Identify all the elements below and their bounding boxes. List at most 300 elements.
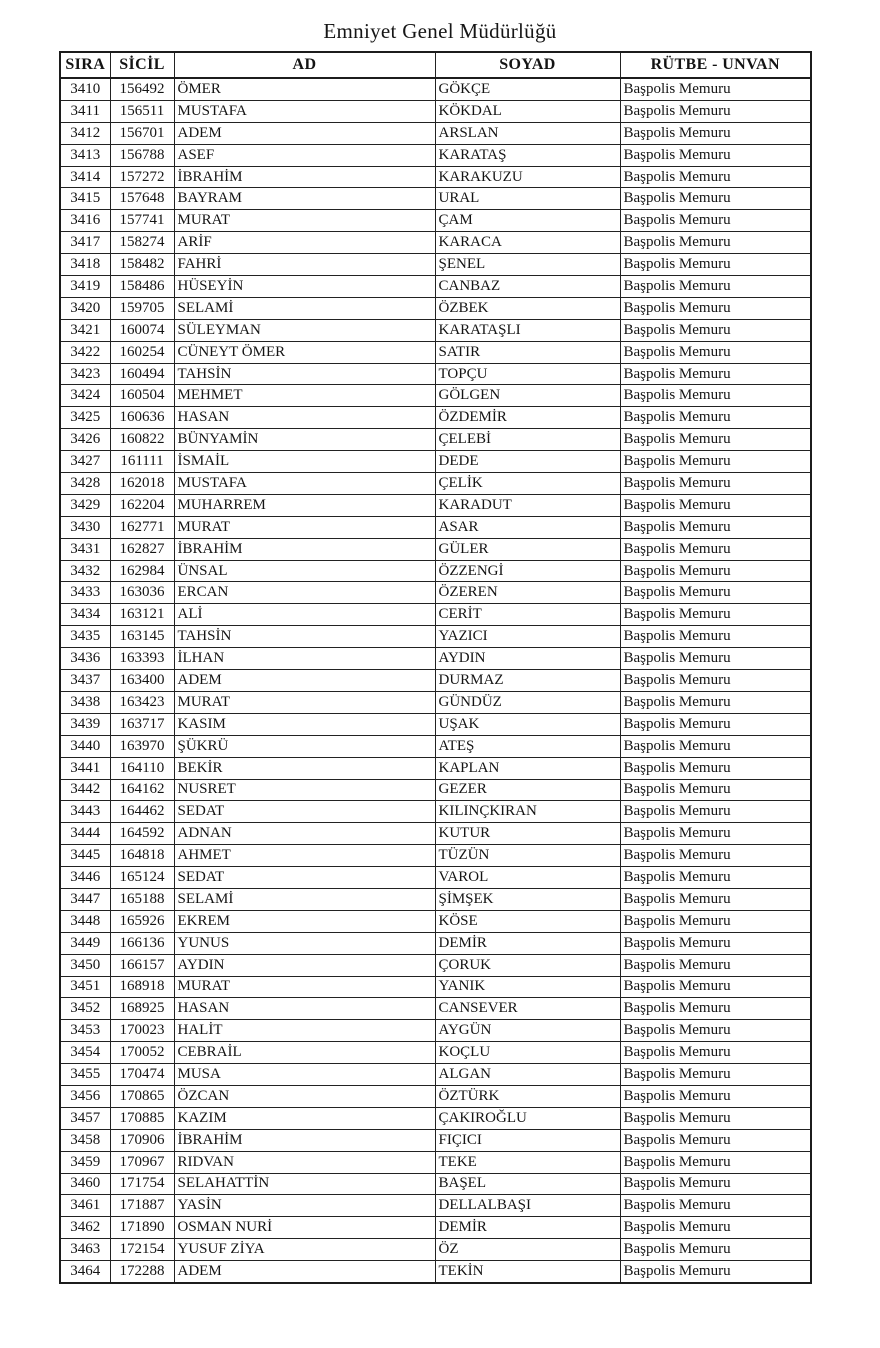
sicil-cell: 165926 <box>110 910 174 932</box>
ad-cell: BÜNYAMİN <box>174 429 435 451</box>
sicil-cell: 156511 <box>110 100 174 122</box>
ad-cell: ÖMER <box>174 78 435 100</box>
rutbe-unvan-cell: Başpolis Memuru <box>620 582 811 604</box>
table-row <box>60 297 811 319</box>
soyad-cell: DURMAZ <box>435 670 620 692</box>
sicil-cell: 170885 <box>110 1107 174 1129</box>
sicil-cell: 165124 <box>110 867 174 889</box>
sira-cell: 3412 <box>60 122 110 144</box>
soyad-cell: ÖZDEMİR <box>435 407 620 429</box>
rutbe-unvan-cell: Başpolis Memuru <box>620 932 811 954</box>
sicil-cell: 163400 <box>110 670 174 692</box>
table-row <box>60 1173 811 1195</box>
rutbe-unvan-cell: Başpolis Memuru <box>620 385 811 407</box>
soyad-cell: ÇELEBİ <box>435 429 620 451</box>
personnel-table <box>59 51 812 1284</box>
rutbe-unvan-cell: Başpolis Memuru <box>620 78 811 100</box>
table-row <box>60 188 811 210</box>
table-row <box>60 363 811 385</box>
sicil-cell: 171754 <box>110 1173 174 1195</box>
sira-cell: 3443 <box>60 801 110 823</box>
sicil-cell: 160074 <box>110 319 174 341</box>
rutbe-unvan-cell: Başpolis Memuru <box>620 319 811 341</box>
rutbe-unvan-cell: Başpolis Memuru <box>620 648 811 670</box>
sira-cell: 3458 <box>60 1129 110 1151</box>
soyad-cell: KUTUR <box>435 823 620 845</box>
sicil-cell: 172288 <box>110 1261 174 1283</box>
sicil-cell: 162984 <box>110 560 174 582</box>
sicil-cell: 171890 <box>110 1217 174 1239</box>
rutbe-unvan-cell: Başpolis Memuru <box>620 166 811 188</box>
rutbe-unvan-cell: Başpolis Memuru <box>620 516 811 538</box>
sicil-cell: 170906 <box>110 1129 174 1151</box>
table-row <box>60 648 811 670</box>
table-row <box>60 1107 811 1129</box>
sicil-cell: 160254 <box>110 341 174 363</box>
ad-cell: NUSRET <box>174 779 435 801</box>
sicil-cell: 163393 <box>110 648 174 670</box>
sicil-cell: 160822 <box>110 429 174 451</box>
ad-cell: MUHARREM <box>174 494 435 516</box>
sira-cell: 3455 <box>60 1064 110 1086</box>
sicil-cell: 170023 <box>110 1020 174 1042</box>
sira-cell: 3444 <box>60 823 110 845</box>
sicil-cell: 163036 <box>110 582 174 604</box>
sicil-cell: 172154 <box>110 1239 174 1261</box>
ad-cell: İBRAHİM <box>174 1129 435 1151</box>
header-soyad: SOYAD <box>435 52 620 78</box>
rutbe-unvan-cell: Başpolis Memuru <box>620 560 811 582</box>
rutbe-unvan-cell: Başpolis Memuru <box>620 1151 811 1173</box>
rutbe-unvan-cell: Başpolis Memuru <box>620 1217 811 1239</box>
header-rutbe-unvan: RÜTBE - UNVAN <box>620 52 811 78</box>
rutbe-unvan-cell: Başpolis Memuru <box>620 1085 811 1107</box>
ad-cell: MURAT <box>174 210 435 232</box>
rutbe-unvan-cell: Başpolis Memuru <box>620 954 811 976</box>
soyad-cell: DEMİR <box>435 1217 620 1239</box>
table-row <box>60 735 811 757</box>
rutbe-unvan-cell: Başpolis Memuru <box>620 100 811 122</box>
table-row <box>60 691 811 713</box>
rutbe-unvan-cell: Başpolis Memuru <box>620 188 811 210</box>
ad-cell: AHMET <box>174 845 435 867</box>
sicil-cell: 157741 <box>110 210 174 232</box>
sira-cell: 3433 <box>60 582 110 604</box>
soyad-cell: ÖZTÜRK <box>435 1085 620 1107</box>
ad-cell: SEDAT <box>174 801 435 823</box>
sicil-cell: 156788 <box>110 144 174 166</box>
ad-cell: SEDAT <box>174 867 435 889</box>
rutbe-unvan-cell: Başpolis Memuru <box>620 998 811 1020</box>
ad-cell: ÖZCAN <box>174 1085 435 1107</box>
rutbe-unvan-cell: Başpolis Memuru <box>620 845 811 867</box>
soyad-cell: ÇORUK <box>435 954 620 976</box>
sira-cell: 3456 <box>60 1085 110 1107</box>
soyad-cell: URAL <box>435 188 620 210</box>
sira-cell: 3462 <box>60 1217 110 1239</box>
table-row <box>60 1261 811 1283</box>
sicil-cell: 163717 <box>110 713 174 735</box>
rutbe-unvan-cell: Başpolis Memuru <box>620 254 811 276</box>
ad-cell: FAHRİ <box>174 254 435 276</box>
rutbe-unvan-cell: Başpolis Memuru <box>620 1064 811 1086</box>
soyad-cell: ÖZ <box>435 1239 620 1261</box>
rutbe-unvan-cell: Başpolis Memuru <box>620 910 811 932</box>
table-row <box>60 910 811 932</box>
soyad-cell: ARSLAN <box>435 122 620 144</box>
ad-cell: İBRAHİM <box>174 166 435 188</box>
ad-cell: SELAMİ <box>174 888 435 910</box>
ad-cell: EKREM <box>174 910 435 932</box>
ad-cell: HÜSEYİN <box>174 276 435 298</box>
rutbe-unvan-cell: Başpolis Memuru <box>620 341 811 363</box>
table-row <box>60 1151 811 1173</box>
header-row <box>60 52 811 78</box>
sicil-cell: 160494 <box>110 363 174 385</box>
table-row <box>60 845 811 867</box>
soyad-cell: KOÇLU <box>435 1042 620 1064</box>
sicil-cell: 166157 <box>110 954 174 976</box>
table-row <box>60 341 811 363</box>
table-row <box>60 122 811 144</box>
table-row <box>60 385 811 407</box>
table-row <box>60 78 811 100</box>
table-row <box>60 670 811 692</box>
sira-cell: 3449 <box>60 932 110 954</box>
sira-cell: 3413 <box>60 144 110 166</box>
ad-cell: RIDVAN <box>174 1151 435 1173</box>
header-sicil: SİCİL <box>110 52 174 78</box>
table-row <box>60 538 811 560</box>
ad-cell: ERCAN <box>174 582 435 604</box>
table-row <box>60 210 811 232</box>
table-row <box>60 888 811 910</box>
ad-cell: SELAHATTİN <box>174 1173 435 1195</box>
rutbe-unvan-cell: Başpolis Memuru <box>620 604 811 626</box>
sicil-cell: 160636 <box>110 407 174 429</box>
ad-cell: YASİN <box>174 1195 435 1217</box>
soyad-cell: UŞAK <box>435 713 620 735</box>
rutbe-unvan-cell: Başpolis Memuru <box>620 1020 811 1042</box>
sira-cell: 3430 <box>60 516 110 538</box>
ad-cell: SELAMİ <box>174 297 435 319</box>
rutbe-unvan-cell: Başpolis Memuru <box>620 122 811 144</box>
table-row <box>60 1042 811 1064</box>
rutbe-unvan-cell: Başpolis Memuru <box>620 713 811 735</box>
table-row <box>60 429 811 451</box>
sira-cell: 3419 <box>60 276 110 298</box>
ad-cell: YUSUF ZİYA <box>174 1239 435 1261</box>
sicil-cell: 161111 <box>110 451 174 473</box>
rutbe-unvan-cell: Başpolis Memuru <box>620 779 811 801</box>
ad-cell: HASAN <box>174 998 435 1020</box>
soyad-cell: KILINÇKIRAN <box>435 801 620 823</box>
sira-cell: 3450 <box>60 954 110 976</box>
table-row <box>60 1195 811 1217</box>
ad-cell: ADEM <box>174 670 435 692</box>
sicil-cell: 165188 <box>110 888 174 910</box>
sicil-cell: 158274 <box>110 232 174 254</box>
sira-cell: 3457 <box>60 1107 110 1129</box>
soyad-cell: ÇAKIROĞLU <box>435 1107 620 1129</box>
soyad-cell: KÖKDAL <box>435 100 620 122</box>
table-row <box>60 1217 811 1239</box>
rutbe-unvan-cell: Başpolis Memuru <box>620 407 811 429</box>
sicil-cell: 164818 <box>110 845 174 867</box>
soyad-cell: AYGÜN <box>435 1020 620 1042</box>
soyad-cell: KÖSE <box>435 910 620 932</box>
ad-cell: ÜNSAL <box>174 560 435 582</box>
sira-cell: 3460 <box>60 1173 110 1195</box>
sira-cell: 3446 <box>60 867 110 889</box>
sira-cell: 3411 <box>60 100 110 122</box>
sira-cell: 3448 <box>60 910 110 932</box>
ad-cell: SÜLEYMAN <box>174 319 435 341</box>
sicil-cell: 156701 <box>110 122 174 144</box>
sicil-cell: 158482 <box>110 254 174 276</box>
ad-cell: MEHMET <box>174 385 435 407</box>
table-row <box>60 1129 811 1151</box>
sira-cell: 3445 <box>60 845 110 867</box>
sira-cell: 3410 <box>60 78 110 100</box>
soyad-cell: ÖZBEK <box>435 297 620 319</box>
sira-cell: 3452 <box>60 998 110 1020</box>
rutbe-unvan-cell: Başpolis Memuru <box>620 757 811 779</box>
table-row <box>60 954 811 976</box>
sira-cell: 3417 <box>60 232 110 254</box>
sira-cell: 3437 <box>60 670 110 692</box>
sicil-cell: 163423 <box>110 691 174 713</box>
ad-cell: İLHAN <box>174 648 435 670</box>
sira-cell: 3440 <box>60 735 110 757</box>
table-row <box>60 516 811 538</box>
rutbe-unvan-cell: Başpolis Memuru <box>620 451 811 473</box>
table-row <box>60 779 811 801</box>
sira-cell: 3426 <box>60 429 110 451</box>
soyad-cell: GÜNDÜZ <box>435 691 620 713</box>
sira-cell: 3422 <box>60 341 110 363</box>
sira-cell: 3415 <box>60 188 110 210</box>
sicil-cell: 168925 <box>110 998 174 1020</box>
soyad-cell: KARACA <box>435 232 620 254</box>
soyad-cell: DEDE <box>435 451 620 473</box>
ad-cell: KAZIM <box>174 1107 435 1129</box>
table-row <box>60 407 811 429</box>
rutbe-unvan-cell: Başpolis Memuru <box>620 888 811 910</box>
soyad-cell: SATIR <box>435 341 620 363</box>
rutbe-unvan-cell: Başpolis Memuru <box>620 823 811 845</box>
rutbe-unvan-cell: Başpolis Memuru <box>620 210 811 232</box>
sira-cell: 3429 <box>60 494 110 516</box>
soyad-cell: ÖZZENGİ <box>435 560 620 582</box>
soyad-cell: KAPLAN <box>435 757 620 779</box>
rutbe-unvan-cell: Başpolis Memuru <box>620 1173 811 1195</box>
table-row <box>60 232 811 254</box>
table-row <box>60 451 811 473</box>
rutbe-unvan-cell: Başpolis Memuru <box>620 670 811 692</box>
sira-cell: 3427 <box>60 451 110 473</box>
sira-cell: 3420 <box>60 297 110 319</box>
sicil-cell: 162771 <box>110 516 174 538</box>
table-row <box>60 976 811 998</box>
rutbe-unvan-cell: Başpolis Memuru <box>620 976 811 998</box>
sicil-cell: 158486 <box>110 276 174 298</box>
soyad-cell: DEMİR <box>435 932 620 954</box>
soyad-cell: ÖZEREN <box>435 582 620 604</box>
soyad-cell: DELLALBAŞI <box>435 1195 620 1217</box>
soyad-cell: CANSEVER <box>435 998 620 1020</box>
rutbe-unvan-cell: Başpolis Memuru <box>620 297 811 319</box>
soyad-cell: ALGAN <box>435 1064 620 1086</box>
sira-cell: 3463 <box>60 1239 110 1261</box>
sira-cell: 3459 <box>60 1151 110 1173</box>
soyad-cell: AYDIN <box>435 648 620 670</box>
sira-cell: 3453 <box>60 1020 110 1042</box>
sicil-cell: 164110 <box>110 757 174 779</box>
table-row <box>60 100 811 122</box>
soyad-cell: ŞİMŞEK <box>435 888 620 910</box>
table-row <box>60 713 811 735</box>
rutbe-unvan-cell: Başpolis Memuru <box>620 735 811 757</box>
rutbe-unvan-cell: Başpolis Memuru <box>620 429 811 451</box>
soyad-cell: GÖLGEN <box>435 385 620 407</box>
sira-cell: 3438 <box>60 691 110 713</box>
ad-cell: ADNAN <box>174 823 435 845</box>
ad-cell: TAHSİN <box>174 626 435 648</box>
soyad-cell: GÜLER <box>435 538 620 560</box>
ad-cell: ALİ <box>174 604 435 626</box>
sicil-cell: 159705 <box>110 297 174 319</box>
table-row <box>60 757 811 779</box>
sira-cell: 3432 <box>60 560 110 582</box>
table-row <box>60 1239 811 1261</box>
soyad-cell: GEZER <box>435 779 620 801</box>
sicil-cell: 164162 <box>110 779 174 801</box>
sicil-cell: 163121 <box>110 604 174 626</box>
ad-cell: CEBRAİL <box>174 1042 435 1064</box>
soyad-cell: CERİT <box>435 604 620 626</box>
rutbe-unvan-cell: Başpolis Memuru <box>620 1261 811 1283</box>
table-body <box>60 78 811 1283</box>
ad-cell: BEKİR <box>174 757 435 779</box>
table-row <box>60 254 811 276</box>
soyad-cell: KARATAŞLI <box>435 319 620 341</box>
ad-cell: ŞÜKRÜ <box>174 735 435 757</box>
sira-cell: 3414 <box>60 166 110 188</box>
sira-cell: 3461 <box>60 1195 110 1217</box>
soyad-cell: YAZICI <box>435 626 620 648</box>
table-row <box>60 166 811 188</box>
table-row <box>60 560 811 582</box>
sicil-cell: 170474 <box>110 1064 174 1086</box>
ad-cell: MURAT <box>174 516 435 538</box>
soyad-cell: ÇELİK <box>435 473 620 495</box>
sicil-cell: 166136 <box>110 932 174 954</box>
rutbe-unvan-cell: Başpolis Memuru <box>620 473 811 495</box>
rutbe-unvan-cell: Başpolis Memuru <box>620 494 811 516</box>
ad-cell: CÜNEYT ÖMER <box>174 341 435 363</box>
sicil-cell: 170967 <box>110 1151 174 1173</box>
table-row <box>60 1064 811 1086</box>
ad-cell: İBRAHİM <box>174 538 435 560</box>
sira-cell: 3451 <box>60 976 110 998</box>
rutbe-unvan-cell: Başpolis Memuru <box>620 232 811 254</box>
ad-cell: ARİF <box>174 232 435 254</box>
ad-cell: KASIM <box>174 713 435 735</box>
soyad-cell: GÖKÇE <box>435 78 620 100</box>
ad-cell: YUNUS <box>174 932 435 954</box>
table-row <box>60 604 811 626</box>
ad-cell: MURAT <box>174 976 435 998</box>
sira-cell: 3454 <box>60 1042 110 1064</box>
table-row <box>60 932 811 954</box>
rutbe-unvan-cell: Başpolis Memuru <box>620 1107 811 1129</box>
sicil-cell: 163970 <box>110 735 174 757</box>
soyad-cell: KARAKUZU <box>435 166 620 188</box>
table-row <box>60 867 811 889</box>
sicil-cell: 168918 <box>110 976 174 998</box>
table-row <box>60 1020 811 1042</box>
ad-cell: İSMAİL <box>174 451 435 473</box>
soyad-cell: ASAR <box>435 516 620 538</box>
soyad-cell: TEKİN <box>435 1261 620 1283</box>
ad-cell: ASEF <box>174 144 435 166</box>
ad-cell: MUSTAFA <box>174 473 435 495</box>
sicil-cell: 164462 <box>110 801 174 823</box>
sicil-cell: 170865 <box>110 1085 174 1107</box>
soyad-cell: ÇAM <box>435 210 620 232</box>
sicil-cell: 157272 <box>110 166 174 188</box>
sira-cell: 3421 <box>60 319 110 341</box>
sira-cell: 3423 <box>60 363 110 385</box>
sira-cell: 3435 <box>60 626 110 648</box>
sira-cell: 3441 <box>60 757 110 779</box>
sicil-cell: 163145 <box>110 626 174 648</box>
rutbe-unvan-cell: Başpolis Memuru <box>620 1195 811 1217</box>
ad-cell: MUSTAFA <box>174 100 435 122</box>
rutbe-unvan-cell: Başpolis Memuru <box>620 1042 811 1064</box>
rutbe-unvan-cell: Başpolis Memuru <box>620 363 811 385</box>
soyad-cell: VAROL <box>435 867 620 889</box>
sicil-cell: 162018 <box>110 473 174 495</box>
ad-cell: ADEM <box>174 1261 435 1283</box>
rutbe-unvan-cell: Başpolis Memuru <box>620 626 811 648</box>
sira-cell: 3416 <box>60 210 110 232</box>
ad-cell: ADEM <box>174 122 435 144</box>
soyad-cell: TEKE <box>435 1151 620 1173</box>
ad-cell: BAYRAM <box>174 188 435 210</box>
ad-cell: MURAT <box>174 691 435 713</box>
sira-cell: 3431 <box>60 538 110 560</box>
table-row <box>60 319 811 341</box>
table-row <box>60 144 811 166</box>
sicil-cell: 156492 <box>110 78 174 100</box>
ad-cell: OSMAN NURİ <box>174 1217 435 1239</box>
ad-cell: TAHSİN <box>174 363 435 385</box>
soyad-cell: YANIK <box>435 976 620 998</box>
table-row <box>60 494 811 516</box>
table-row <box>60 582 811 604</box>
soyad-cell: ŞENEL <box>435 254 620 276</box>
soyad-cell: TOPÇU <box>435 363 620 385</box>
ad-cell: HALİT <box>174 1020 435 1042</box>
table-row <box>60 626 811 648</box>
header-ad: AD <box>174 52 435 78</box>
soyad-cell: KARADUT <box>435 494 620 516</box>
rutbe-unvan-cell: Başpolis Memuru <box>620 276 811 298</box>
soyad-cell: KARATAŞ <box>435 144 620 166</box>
sicil-cell: 170052 <box>110 1042 174 1064</box>
